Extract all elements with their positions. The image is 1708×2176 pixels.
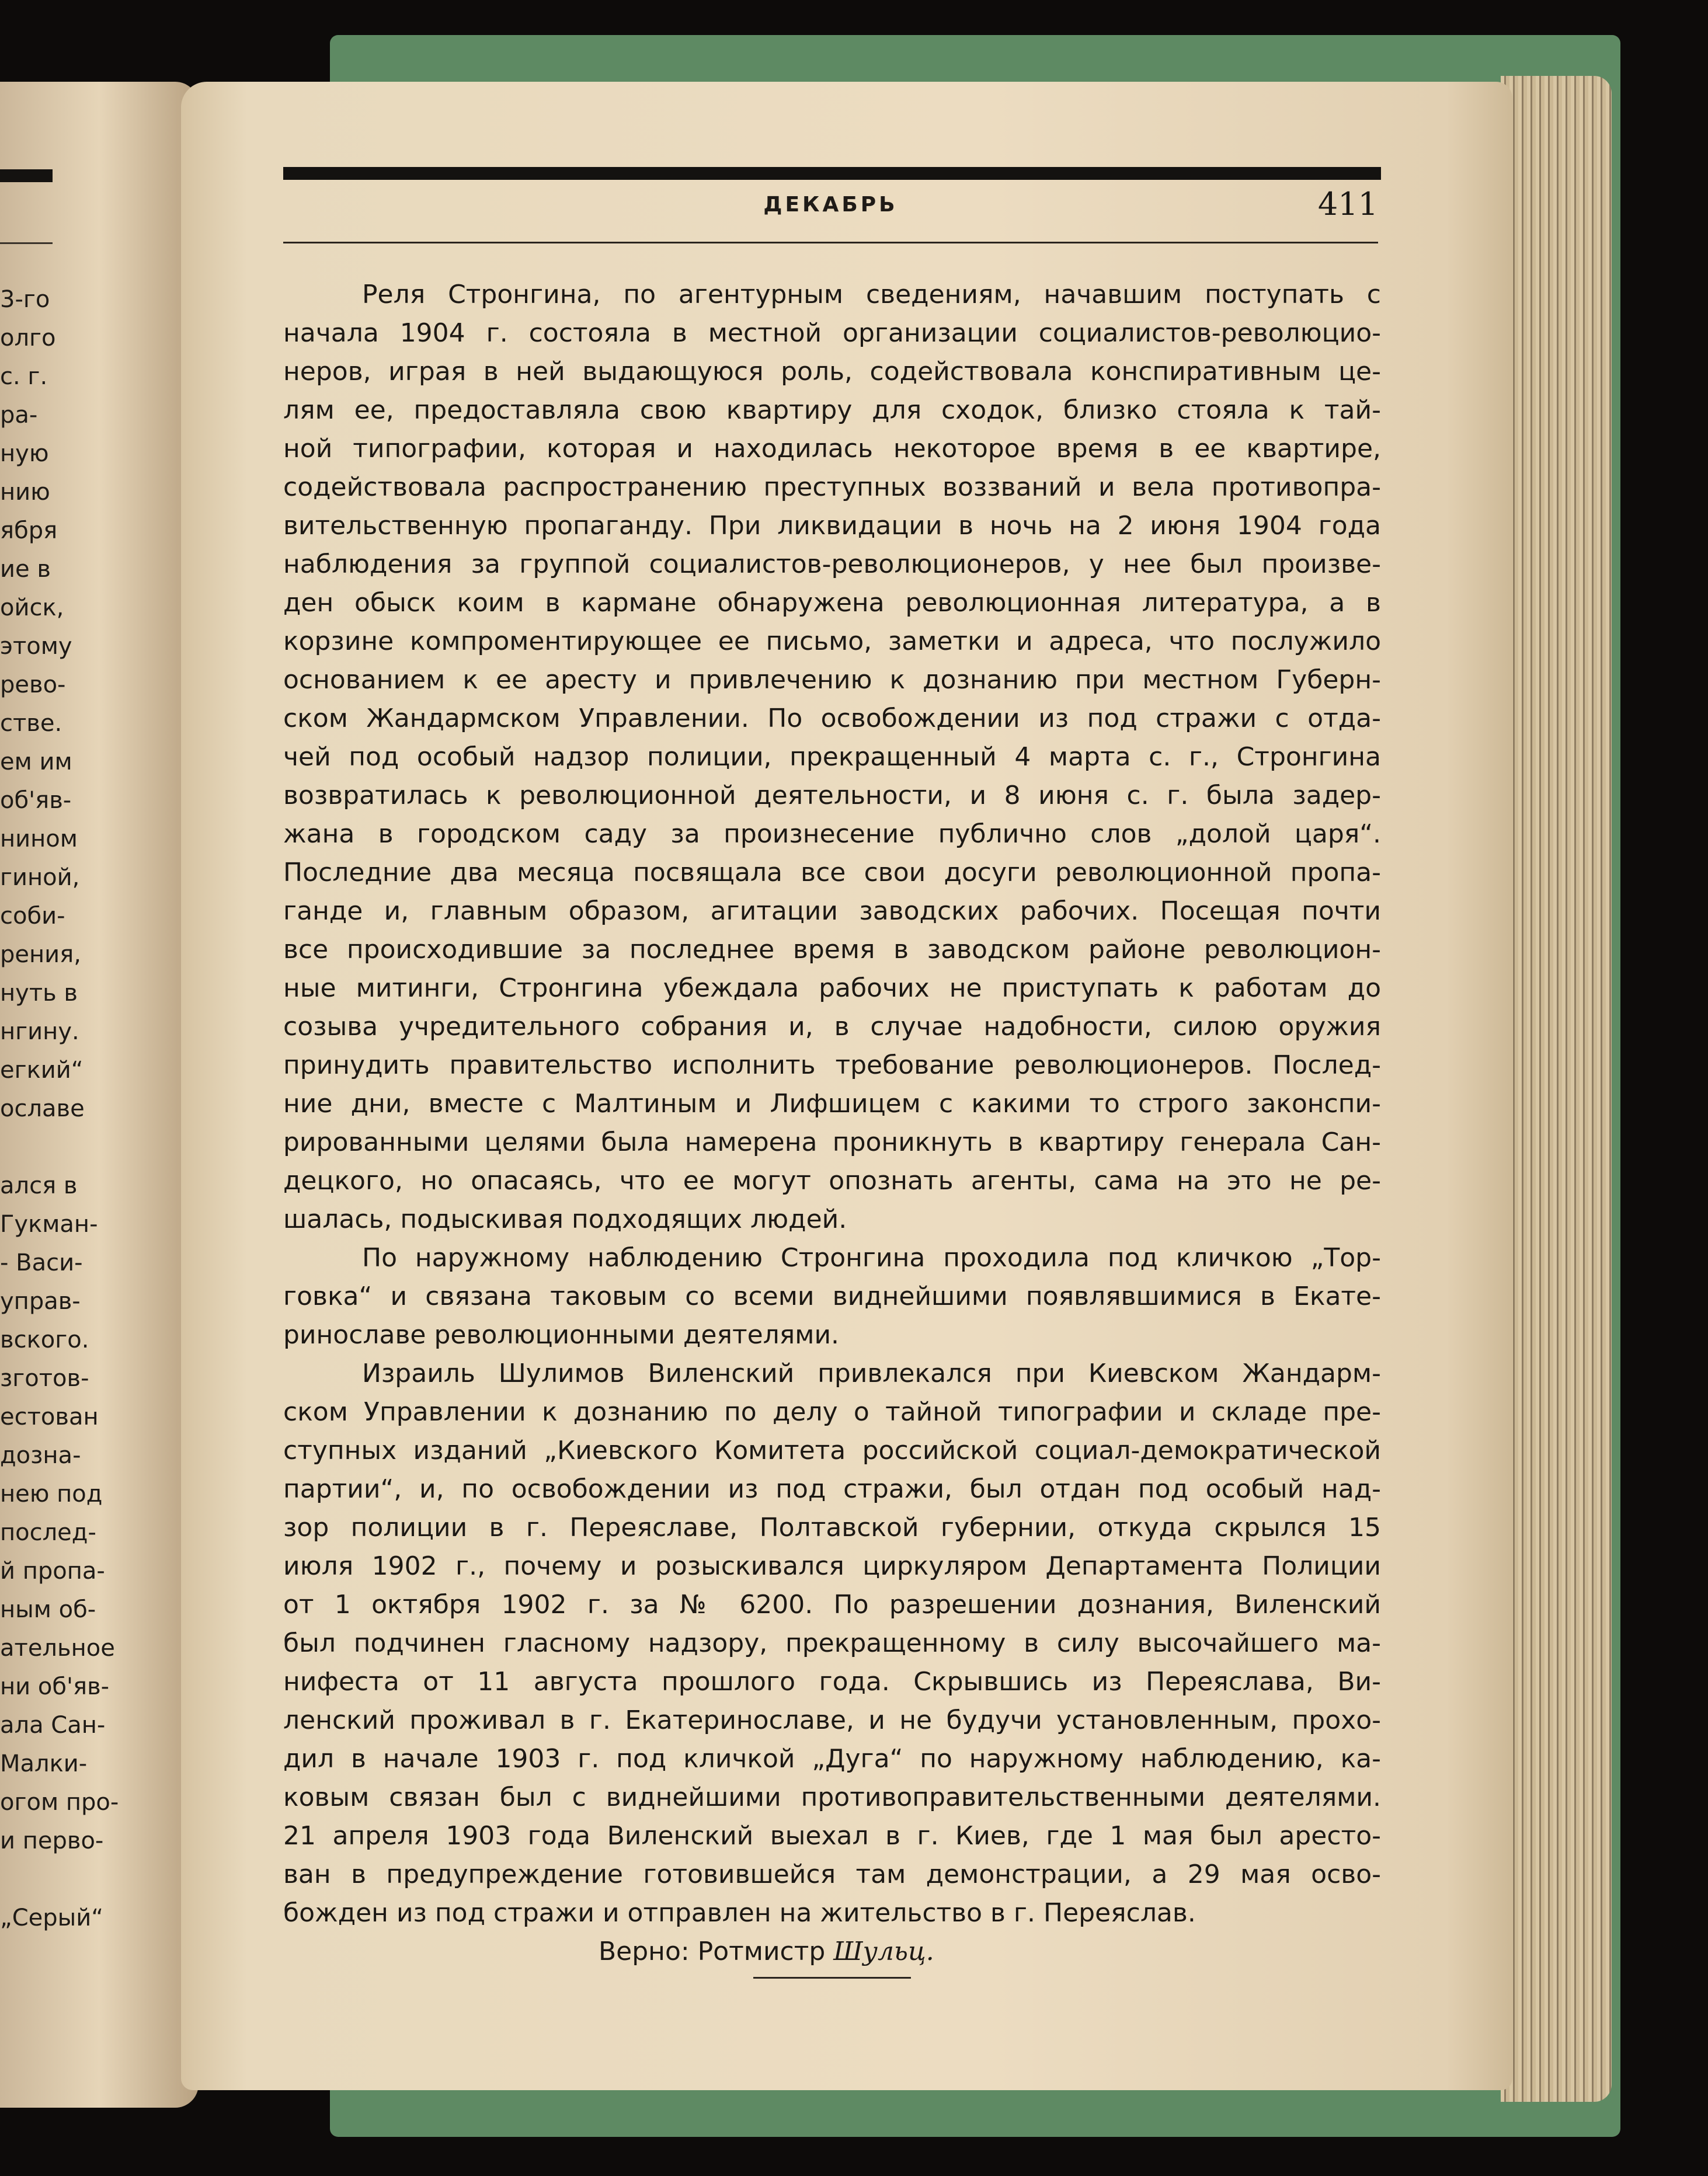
header-rule-thin <box>283 242 1378 243</box>
text-line: чей под особый надзор полиции, прекращенный 4 марта с. г., Стронгина <box>283 742 1381 772</box>
left-page-line: ие в <box>0 556 51 583</box>
text-line: шалась, подыскивая подходящих людей. <box>283 1204 847 1234</box>
left-page-line: послед- <box>0 1519 96 1546</box>
text-line: принудить правительство исполнить требование революционеров. Послед- <box>283 1050 1381 1080</box>
text-line: созыва учредительного собрания и, в случае надобности, силою оружия <box>283 1012 1381 1042</box>
left-page-line: нию <box>0 479 50 506</box>
page-number: 411 <box>1317 186 1378 222</box>
text-line: ковым связан был с виднейшими противоправительственными деятелями. <box>283 1782 1381 1812</box>
signature-line <box>283 1933 1381 1971</box>
left-page-line: огом про- <box>0 1789 119 1816</box>
header-rule-thick <box>283 167 1381 180</box>
left-page-line: ался в <box>0 1172 78 1199</box>
left-page-line: ни об'яв- <box>0 1673 110 1700</box>
left-page-line: дозна- <box>0 1442 81 1469</box>
left-page-line: ную <box>0 440 49 467</box>
text-line: нифеста от 11 августа прошлого года. Скрывшись из Переяслава, Ви- <box>283 1667 1381 1697</box>
page-edges <box>1501 76 1612 2102</box>
text-line: ском Жандармском Управлении. По освобождении из под стражи с отда- <box>283 704 1381 733</box>
running-title: ДЕКАБРЬ <box>763 193 898 217</box>
text-line: ден обыск коим в кармане обнаружена революционная литература, а в <box>283 588 1381 618</box>
text-line: ринославе революционными деятелями. <box>283 1320 840 1350</box>
text-line: от 1 октября 1902 г. за № 6200. По разрешении дознания, Виленский <box>283 1590 1381 1620</box>
text-line: начала 1904 г. состояла в местной организации социалистов-революцио- <box>283 318 1381 348</box>
left-page-line: стве. <box>0 710 62 737</box>
left-page-line: нею под <box>0 1481 103 1507</box>
left-page-line: олго <box>0 325 56 351</box>
text-line: 21 апреля 1903 года Виленский выехал в г. Киев, где 1 мая был аресто- <box>283 1821 1381 1851</box>
left-page-line: Малки- <box>0 1750 88 1777</box>
left-page-line: вского. <box>0 1327 89 1353</box>
left-page-line: „Серый“ <box>0 1905 103 1931</box>
text-line: децкого, но опасаясь, что ее могут опознать агенты, сама на это не ре- <box>283 1166 1381 1196</box>
text-line: ван в предупреждение готовившейся там демонстрации, а 29 мая осво- <box>283 1860 1381 1889</box>
left-page-line: ем им <box>0 748 72 775</box>
left-page-line: й пропа- <box>0 1558 105 1585</box>
text-line: Израиль Шулимов Виленский привлекался при Киевском Жандарм- <box>362 1359 1381 1388</box>
text-line: дил в начале 1903 г. под кличкой „Дуга“ по наружному наблюдению, ка- <box>283 1744 1381 1774</box>
left-page-line: естован <box>0 1404 99 1430</box>
left-page-line: соби- <box>0 903 65 929</box>
left-page <box>0 82 199 2108</box>
text-line: наблюдения за группой социалистов-революционеров, у нее был произве- <box>283 549 1381 579</box>
left-page-line: 3-го <box>0 286 50 313</box>
text-line: Последние два месяца посвящала все свои досуги революционной пропа- <box>283 858 1381 887</box>
left-page-line: егкий“ <box>0 1057 84 1084</box>
left-page-line: нином <box>0 826 78 852</box>
text-line: ступных изданий „Киевского Комитета российской социал-демократической <box>283 1436 1381 1465</box>
left-page-line: рево- <box>0 671 66 698</box>
left-page-line: ным об- <box>0 1596 96 1623</box>
left-page-line: нуть в <box>0 980 78 1007</box>
left-page-line: рения, <box>0 941 81 968</box>
left-page-line: ября <box>0 517 58 544</box>
text-line: По наружному наблюдению Стронгина проходила под кличкою „Тор- <box>362 1243 1381 1273</box>
text-line: ные митинги, Стронгина убеждала рабочих не приступать к работам до <box>283 973 1381 1003</box>
left-page-line: и перво- <box>0 1827 104 1854</box>
text-line: основанием к ее аресту и привлечению к дознанию при местном Губерн- <box>283 665 1381 695</box>
text-line: ние дни, вместе с Малтиным и Лифшицем с какими то строго законспи- <box>283 1089 1381 1119</box>
end-rule <box>753 1977 911 1979</box>
text-line: возвратилась к революционной деятельности, и 8 июня с. г. была задер- <box>283 781 1381 810</box>
text-line: июля 1902 г., почему и розыскивался циркуляром Департамента Полиции <box>283 1551 1381 1581</box>
body-text <box>283 276 1381 1971</box>
text-line: зор полиции в г. Переяславе, Полтавской губернии, откуда скрылся 15 <box>283 1513 1381 1543</box>
text-line: ленский проживал в г. Екатеринославе, и не будучи установленным, прохо- <box>283 1705 1381 1735</box>
text-line: жана в городском саду за произнесение публично слов „долой царя“. <box>283 819 1381 849</box>
left-page-line: Гукман- <box>0 1211 98 1238</box>
text-line: все происходившие за последнее время в заводском районе революцион- <box>283 935 1381 965</box>
signature-name: Шульц. <box>833 1937 934 1966</box>
text-line: ганде и, главным образом, агитации заводских рабочих. Посещая почти <box>283 896 1381 926</box>
left-page-rule-thin <box>0 242 53 244</box>
text-line: корзине компроментирующее ее письмо, заметки и адреса, что послужило <box>283 626 1381 656</box>
left-page-line: управ- <box>0 1288 81 1315</box>
text-line: ной типографии, которая и находилась некоторое время в ее квартире, <box>283 434 1381 464</box>
left-page-text <box>0 280 119 1937</box>
left-page-line: ославе <box>0 1095 85 1122</box>
left-page-line: - Васи- <box>0 1249 83 1276</box>
page-header <box>283 186 1378 228</box>
left-page-line: гиной, <box>0 864 80 891</box>
left-page-line: ра- <box>0 402 38 429</box>
left-page-line: нгину. <box>0 1018 79 1045</box>
left-page-line <box>0 1128 119 1167</box>
left-page-line: этому <box>0 633 72 660</box>
left-page-line <box>0 1860 119 1899</box>
left-page-line: ательное <box>0 1635 115 1662</box>
left-page-rule <box>0 169 53 182</box>
text-line: рированными целями была намерена проникнуть в квартиру генерала Сан- <box>283 1127 1381 1157</box>
text-line: божден из под стражи и отправлен на жительство в г. Переяслав. <box>283 1898 1196 1928</box>
left-page-line: зготов- <box>0 1365 89 1392</box>
text-line: Реля Стронгина, по агентурным сведениям, начавшим поступать с <box>362 280 1381 309</box>
text-line: был подчинен гласному надзору, прекращенному в силу высочайшего ма- <box>283 1628 1381 1658</box>
text-line: партии“, и, по освобождении из под стражи, был отдан под особый над- <box>283 1474 1381 1504</box>
left-page-line: об'яв- <box>0 787 72 814</box>
text-line: неров, играя в ней выдающуюся роль, содействовала конспиративным це- <box>283 357 1381 387</box>
text-line: содействовала распространению преступных воззваний и вела противопра- <box>283 472 1381 502</box>
text-line: вительственную пропаганду. При ликвидации в ночь на 2 июня 1904 года <box>283 511 1381 541</box>
text-line: ском Управлении к дознанию по делу о тайной типографии и складе пре- <box>283 1397 1381 1427</box>
signature-prefix: Верно: Ротмистр <box>599 1937 834 1966</box>
left-page-line: ала Сан- <box>0 1712 106 1739</box>
left-page-line: ойск, <box>0 594 64 621</box>
text-line: лям ее, предоставляла свою квартиру для сходок, близко стояла к тай- <box>283 395 1381 425</box>
text-line: говка“ и связана таковым со всеми виднейшими появлявшимися в Екате- <box>283 1282 1381 1311</box>
left-page-line: с. г. <box>0 363 48 390</box>
